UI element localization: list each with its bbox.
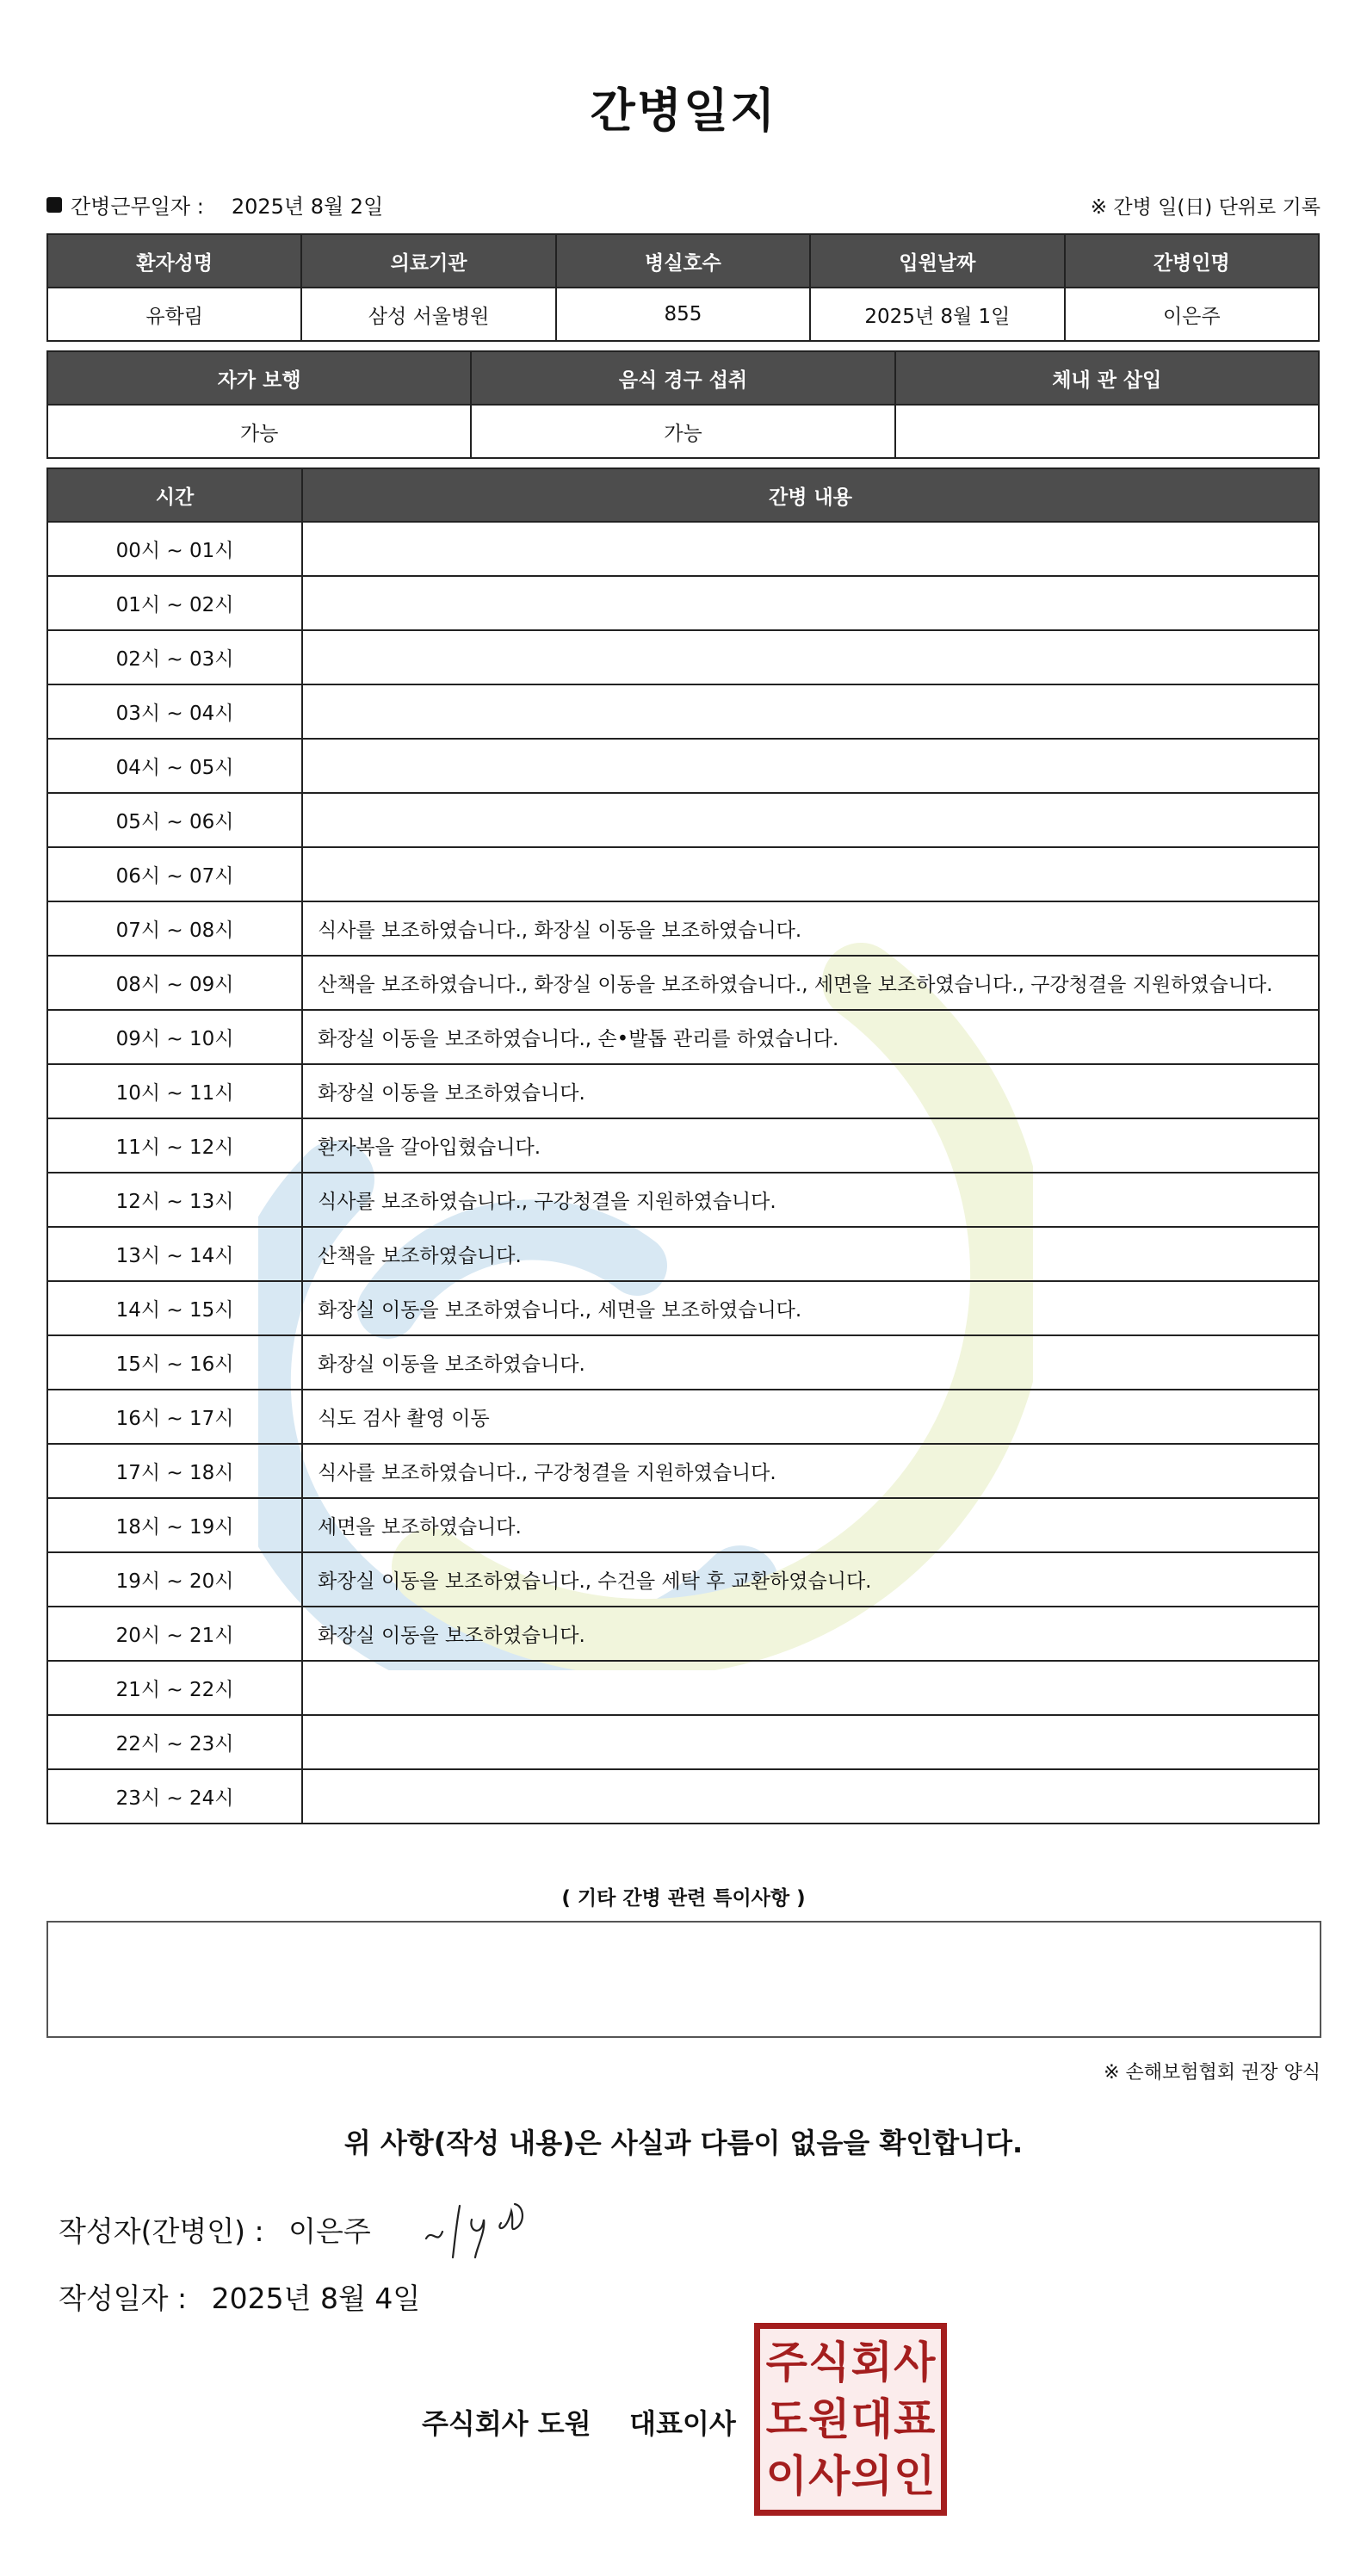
- time-slot: 23시 ~ 24시: [47, 1769, 302, 1824]
- oral-intake-value: 가능: [471, 405, 894, 458]
- table-row: [47, 684, 1319, 739]
- special-notes-title: ( 기타 간병 관련 특이사항 ): [561, 1887, 806, 1910]
- work-date-line: [46, 189, 383, 220]
- time-slot: 22시 ~ 23시: [47, 1715, 302, 1769]
- time-slot: 19시 ~ 20시: [47, 1552, 302, 1607]
- table-row: [47, 1552, 1319, 1607]
- table-row: [47, 1335, 1319, 1390]
- time-slot: 09시 ~ 10시: [47, 1010, 302, 1064]
- company-representative: 주식회사 도원 대표이사: [422, 2407, 736, 2440]
- work-date-label: 간병근무일자 :: [71, 195, 204, 219]
- seal-character: 대: [851, 2394, 893, 2444]
- care-content: [302, 739, 1319, 793]
- table-row: [47, 522, 1319, 576]
- seal-character: 사: [808, 2451, 851, 2501]
- header-admission-date: 입원날짜: [810, 234, 1064, 288]
- time-slot: 11시 ~ 12시: [47, 1118, 302, 1173]
- header-oral-intake: 음식 경구 섭취: [471, 351, 894, 405]
- table-row: [47, 739, 1319, 793]
- written-date-label: 작성일자 :: [59, 2282, 188, 2315]
- time-slot: 06시 ~ 07시: [47, 847, 302, 901]
- time-slot: 01시 ~ 02시: [47, 576, 302, 630]
- header-self-walking: 자가 보행: [47, 351, 471, 405]
- time-slot: 04시 ~ 05시: [47, 739, 302, 793]
- care-content: 식사를 보조하였습니다., 구강청결을 지원하였습니다.: [302, 1444, 1319, 1498]
- writer-line: [59, 2209, 371, 2250]
- daily-record-note: ※ 간병 일(日) 단위로 기록: [1090, 196, 1321, 219]
- self-walking-value: 가능: [47, 405, 471, 458]
- seal-character: 회: [851, 2338, 893, 2387]
- hospital-name: 삼성 서울병원: [301, 288, 555, 341]
- seal-character: 의: [851, 2451, 893, 2501]
- time-slot: 14시 ~ 15시: [47, 1281, 302, 1335]
- special-notes-box: [46, 1921, 1321, 2038]
- care-content: [302, 847, 1319, 901]
- care-log-rows: [47, 522, 1319, 1824]
- time-slot: 10시 ~ 11시: [47, 1064, 302, 1118]
- time-slot: 03시 ~ 04시: [47, 684, 302, 739]
- time-slot: 18시 ~ 19시: [47, 1498, 302, 1552]
- time-slot: 20시 ~ 21시: [47, 1607, 302, 1661]
- care-content: [302, 1769, 1319, 1824]
- seal-character: 표: [894, 2394, 936, 2444]
- seal-character: 주: [765, 2338, 807, 2387]
- care-content: [302, 1715, 1319, 1769]
- time-slot: 00시 ~ 01시: [47, 522, 302, 576]
- care-content: 화장실 이동을 보조하였습니다.: [302, 1064, 1319, 1118]
- seal-character: 원: [808, 2394, 851, 2444]
- table-row: [47, 1607, 1319, 1661]
- tube-insertion-value: [895, 405, 1319, 458]
- header-time: 시간: [47, 468, 302, 522]
- header-room: 병실호수: [556, 234, 810, 288]
- bullet-square-icon: [46, 197, 62, 213]
- care-content: 산책을 보조하였습니다., 화장실 이동을 보조하였습니다., 세면을 보조하였습니다., 구강청결을 지원하였습니다.: [302, 956, 1319, 1010]
- table-row: [47, 1227, 1319, 1281]
- care-content: 산책을 보조하였습니다.: [302, 1227, 1319, 1281]
- admission-date: 2025년 8월 1일: [810, 288, 1064, 341]
- written-date-value: 2025년 8월 4일: [211, 2282, 421, 2315]
- recommendation-note: ※ 손해보험협회 권장 양식: [1104, 2062, 1321, 2084]
- seal-character: 식: [808, 2338, 851, 2387]
- confirmation-statement: 위 사항(작성 내용)은 사실과 다름이 없음을 확인합니다.: [343, 2127, 1024, 2159]
- patient-info-table: [46, 233, 1320, 342]
- care-content: 화장실 이동을 보조하였습니다., 손•발톱 관리를 하였습니다.: [302, 1010, 1319, 1064]
- table-row: [47, 1715, 1319, 1769]
- time-slot: 15시 ~ 16시: [47, 1335, 302, 1390]
- table-row: [47, 576, 1319, 630]
- time-slot: 05시 ~ 06시: [47, 793, 302, 847]
- care-content: 식사를 보조하였습니다., 화장실 이동을 보조하였습니다.: [302, 901, 1319, 956]
- header-care-content: 간병 내용: [302, 468, 1319, 522]
- care-content: [302, 522, 1319, 576]
- patient-name: 유학림: [47, 288, 301, 341]
- care-content: [302, 576, 1319, 630]
- table-row: [47, 901, 1319, 956]
- caregiver-name: 이은주: [1065, 288, 1319, 341]
- care-content: 식사를 보조하였습니다., 구강청결을 지원하였습니다.: [302, 1173, 1319, 1227]
- table-row: [47, 1173, 1319, 1227]
- table-row: [47, 1281, 1319, 1335]
- time-slot: 21시 ~ 22시: [47, 1661, 302, 1715]
- care-content: 환자복을 갈아입혔습니다.: [302, 1118, 1319, 1173]
- table-row: [47, 1118, 1319, 1173]
- seal-character: 도: [765, 2394, 807, 2444]
- work-date-value: 2025년 8월 2일: [231, 195, 384, 219]
- time-slot: 12시 ~ 13시: [47, 1173, 302, 1227]
- time-slot: 07시 ~ 08시: [47, 901, 302, 956]
- header-tube-insertion: 체내 관 삽입: [895, 351, 1319, 405]
- company-seal: [754, 2323, 947, 2516]
- table-row: [47, 847, 1319, 901]
- room-number: 855: [556, 288, 810, 341]
- written-date-line: [59, 2276, 420, 2317]
- time-slot: 16시 ~ 17시: [47, 1390, 302, 1444]
- time-slot: 17시 ~ 18시: [47, 1444, 302, 1498]
- patient-status-table: [46, 350, 1320, 459]
- table-row: [47, 1444, 1319, 1498]
- writer-label: 작성자(간병인) :: [59, 2214, 264, 2248]
- table-row: [47, 1010, 1319, 1064]
- seal-character: 이: [765, 2451, 807, 2501]
- care-content: 식도 검사 촬영 이동: [302, 1390, 1319, 1444]
- seal-character: 인: [894, 2451, 936, 2501]
- care-content: [302, 630, 1319, 684]
- care-content: 화장실 이동을 보조하였습니다., 수건을 세탁 후 교환하였습니다.: [302, 1552, 1319, 1607]
- care-content: 화장실 이동을 보조하였습니다.: [302, 1335, 1319, 1390]
- table-row: [47, 630, 1319, 684]
- signature-image: [422, 2194, 560, 2263]
- care-content: [302, 684, 1319, 739]
- care-content: 세면을 보조하였습니다.: [302, 1498, 1319, 1552]
- table-row: [47, 1769, 1319, 1824]
- table-row: [47, 956, 1319, 1010]
- care-log-table: [46, 468, 1320, 1824]
- table-row: [47, 1390, 1319, 1444]
- header-patient-name: 환자성명: [47, 234, 301, 288]
- care-content: [302, 1661, 1319, 1715]
- time-slot: 13시 ~ 14시: [47, 1227, 302, 1281]
- table-row: [47, 1498, 1319, 1552]
- seal-character: 사: [894, 2338, 936, 2387]
- page-title: 간병일지: [590, 84, 777, 138]
- time-slot: 08시 ~ 09시: [47, 956, 302, 1010]
- writer-name: 이은주: [288, 2214, 371, 2248]
- care-content: 화장실 이동을 보조하였습니다.: [302, 1607, 1319, 1661]
- header-caregiver: 간병인명: [1065, 234, 1319, 288]
- time-slot: 02시 ~ 03시: [47, 630, 302, 684]
- care-content: [302, 793, 1319, 847]
- care-content: 화장실 이동을 보조하였습니다., 세면을 보조하였습니다.: [302, 1281, 1319, 1335]
- header-hospital: 의료기관: [301, 234, 555, 288]
- table-row: [47, 1661, 1319, 1715]
- table-row: [47, 1064, 1319, 1118]
- table-row: [47, 793, 1319, 847]
